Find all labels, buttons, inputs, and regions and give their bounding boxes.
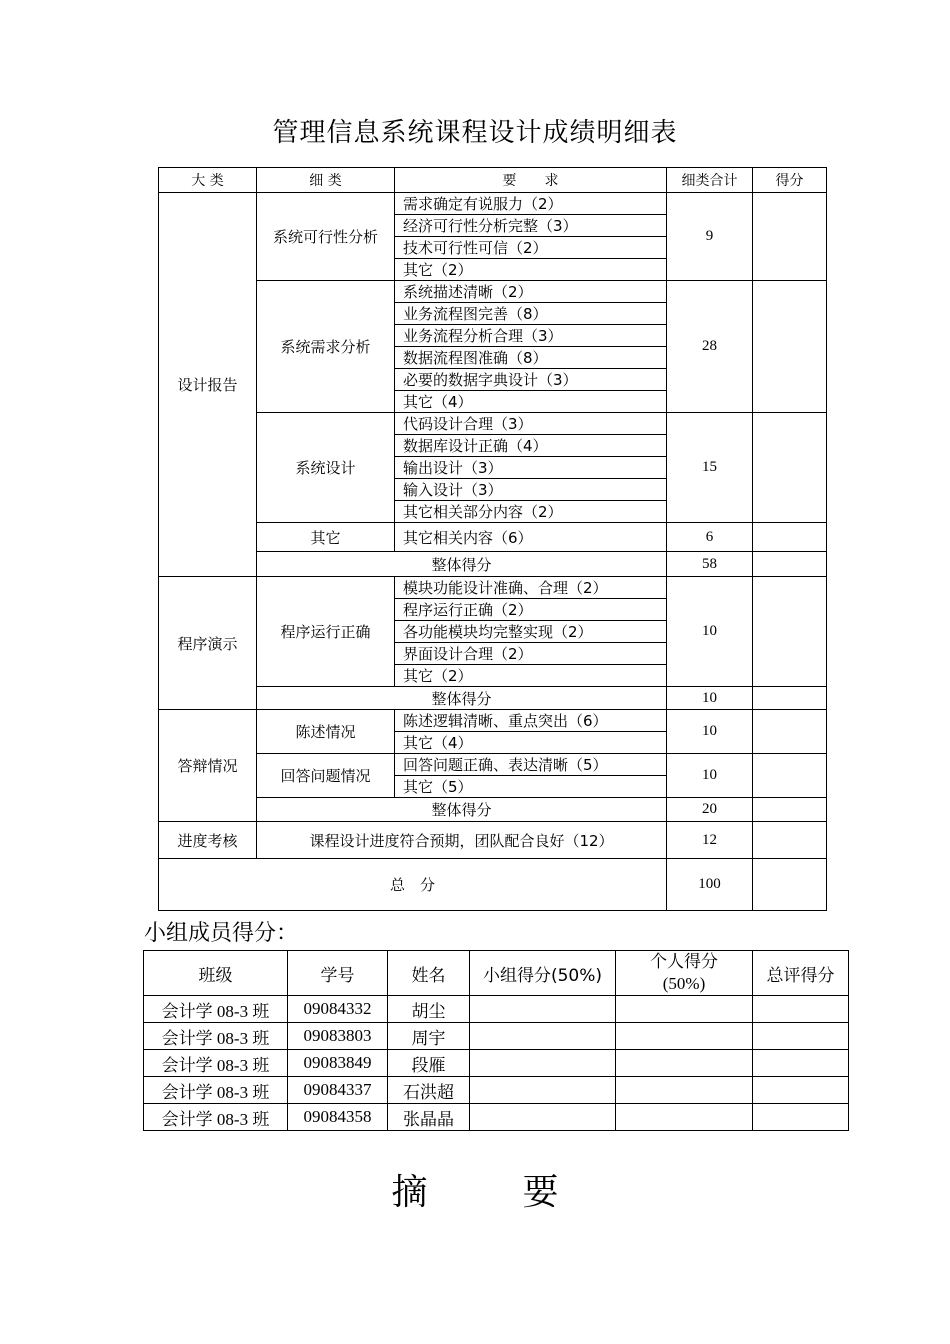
table-row	[144, 996, 849, 1023]
subtotal-value: 10	[667, 754, 753, 798]
score-cell[interactable]	[753, 552, 827, 577]
abstract-heading	[0, 1164, 950, 1215]
header-final-score: 总评得分	[753, 951, 849, 996]
requirement-item: 各功能模块均完整实现（2）	[395, 621, 667, 643]
member-id: 09084337	[288, 1077, 388, 1104]
header-requirement: 要 求	[395, 168, 667, 193]
personal-score-cell[interactable]	[616, 1104, 753, 1131]
page-title: 管理信息系统课程设计成绩明细表	[272, 118, 678, 148]
member-name: 周宇	[388, 1023, 470, 1050]
requirement-item: 系统描述清晰（2）	[395, 281, 667, 303]
group-score-cell[interactable]	[470, 1050, 616, 1077]
requirement-item: 程序运行正确（2）	[395, 599, 667, 621]
requirement-item: 业务流程图完善（8）	[395, 303, 667, 325]
overall-total-value: 20	[667, 798, 753, 822]
member-class: 会计学 08-3 班	[144, 1023, 288, 1050]
category-defense: 答辩情况	[159, 710, 257, 822]
subcategory-answer: 回答问题情况	[257, 754, 395, 798]
personal-score-cell[interactable]	[616, 1050, 753, 1077]
table-row	[144, 1104, 849, 1131]
header-student-id: 学号	[288, 951, 388, 996]
member-id: 09084332	[288, 996, 388, 1023]
requirement-item: 模块功能设计准确、合理（2）	[395, 577, 667, 599]
requirement-item: 其它（5）	[395, 776, 667, 798]
requirement-item: 其它（4）	[395, 391, 667, 413]
final-score-cell[interactable]	[753, 1050, 849, 1077]
member-class: 会计学 08-3 班	[144, 1104, 288, 1131]
header-subtotal: 细类合计	[667, 168, 753, 193]
requirement-item: 其它（2）	[395, 665, 667, 687]
score-cell[interactable]	[753, 754, 827, 798]
header-personal-score	[616, 951, 753, 996]
subcategory-requirements: 系统需求分析	[257, 281, 395, 413]
subcategory-feasibility: 系统可行性分析	[257, 193, 395, 281]
score-cell[interactable]	[753, 577, 827, 687]
member-table	[143, 950, 849, 1131]
overall-score-label: 整体得分	[257, 552, 667, 577]
requirement-item: 输出设计（3）	[395, 457, 667, 479]
category-design-report: 设计报告	[159, 193, 257, 577]
subtotal-value: 6	[667, 523, 753, 552]
requirement-item: 技术可行性可信（2）	[395, 237, 667, 259]
requirement-item: 数据流程图准确（8）	[395, 347, 667, 369]
member-id: 09084358	[288, 1104, 388, 1131]
requirement-item: 界面设计合理（2）	[395, 643, 667, 665]
requirement-item: 业务流程分析合理（3）	[395, 325, 667, 347]
requirement-item: 输入设计（3）	[395, 479, 667, 501]
member-id: 09083849	[288, 1050, 388, 1077]
header-category: 大 类	[159, 168, 257, 193]
final-score-cell[interactable]	[753, 996, 849, 1023]
requirement-item: 经济可行性分析完整（3）	[395, 215, 667, 237]
requirement-item: 需求确定有说服力（2）	[395, 193, 667, 215]
table-header-row	[159, 168, 827, 193]
member-name: 石洪超	[388, 1077, 470, 1104]
score-cell[interactable]	[753, 523, 827, 552]
header-subcategory: 细 类	[257, 168, 395, 193]
score-cell[interactable]	[753, 710, 827, 754]
subcategory-other: 其它	[257, 523, 395, 552]
member-name: 张晶晶	[388, 1104, 470, 1131]
category-progress: 进度考核	[159, 822, 257, 859]
requirement-item: 代码设计合理（3）	[395, 413, 667, 435]
member-class: 会计学 08-3 班	[144, 996, 288, 1023]
member-name: 胡尘	[388, 996, 470, 1023]
subtotal-value: 28	[667, 281, 753, 413]
member-id: 09083803	[288, 1023, 388, 1050]
overall-score-label: 整体得分	[257, 798, 667, 822]
grand-total-value: 100	[667, 859, 753, 911]
overall-total-value: 10	[667, 687, 753, 710]
member-class: 会计学 08-3 班	[144, 1077, 288, 1104]
score-cell[interactable]	[753, 822, 827, 859]
subtotal-value: 10	[667, 710, 753, 754]
header-personal-line1: 个人得分	[650, 952, 718, 972]
group-score-cell[interactable]	[470, 996, 616, 1023]
subcategory-run: 程序运行正确	[257, 577, 395, 687]
score-cell[interactable]	[753, 413, 827, 523]
subcategory-statement: 陈述情况	[257, 710, 395, 754]
personal-score-cell[interactable]	[616, 996, 753, 1023]
subtotal-value: 9	[667, 193, 753, 281]
member-header-row	[144, 951, 849, 996]
requirement-item: 数据库设计正确（4）	[395, 435, 667, 457]
grade-table	[158, 167, 827, 911]
members-heading: 小组成员得分：	[144, 921, 299, 946]
score-cell[interactable]	[753, 193, 827, 281]
score-cell[interactable]	[753, 687, 827, 710]
requirement-item: 必要的数据字典设计（3）	[395, 369, 667, 391]
subcategory-system-design: 系统设计	[257, 413, 395, 523]
table-row	[144, 1050, 849, 1077]
requirement-item: 其它（4）	[395, 732, 667, 754]
header-personal-line2: (50%)	[662, 974, 706, 993]
table-row	[144, 1077, 849, 1104]
score-cell[interactable]	[753, 859, 827, 911]
requirement-item: 回答问题正确、表达清晰（5）	[395, 754, 667, 776]
requirement-item: 陈述逻辑清晰、重点突出（6）	[395, 710, 667, 732]
requirement-item: 其它相关内容（6）	[395, 523, 667, 552]
header-group-score: 小组得分(50%)	[470, 951, 616, 996]
overall-score-label: 整体得分	[257, 687, 667, 710]
member-name: 段雁	[388, 1050, 470, 1077]
grand-total-label: 总 分	[159, 859, 667, 911]
header-score: 得分	[753, 168, 827, 193]
table-row	[144, 1023, 849, 1050]
progress-requirement: 课程设计进度符合预期，团队配合良好（12）	[257, 822, 667, 859]
subtotal-value: 10	[667, 577, 753, 687]
header-name: 姓名	[388, 951, 470, 996]
requirement-item: 其它相关部分内容（2）	[395, 501, 667, 523]
score-cell[interactable]	[753, 281, 827, 413]
final-score-cell[interactable]	[753, 1104, 849, 1131]
overall-total-value: 58	[667, 552, 753, 577]
category-demo: 程序演示	[159, 577, 257, 710]
header-class: 班级	[144, 951, 288, 996]
group-score-cell[interactable]	[470, 1023, 616, 1050]
score-cell[interactable]	[753, 798, 827, 822]
final-score-cell[interactable]	[753, 1077, 849, 1104]
requirement-item: 其它（2）	[395, 259, 667, 281]
subtotal-value: 12	[667, 822, 753, 859]
group-score-cell[interactable]	[470, 1104, 616, 1131]
personal-score-cell[interactable]	[616, 1023, 753, 1050]
group-score-cell[interactable]	[470, 1077, 616, 1104]
subtotal-value: 15	[667, 413, 753, 523]
abstract-char-2: 要	[522, 1172, 559, 1213]
personal-score-cell[interactable]	[616, 1077, 753, 1104]
member-class: 会计学 08-3 班	[144, 1050, 288, 1077]
final-score-cell[interactable]	[753, 1023, 849, 1050]
abstract-char-1: 摘	[391, 1172, 428, 1213]
